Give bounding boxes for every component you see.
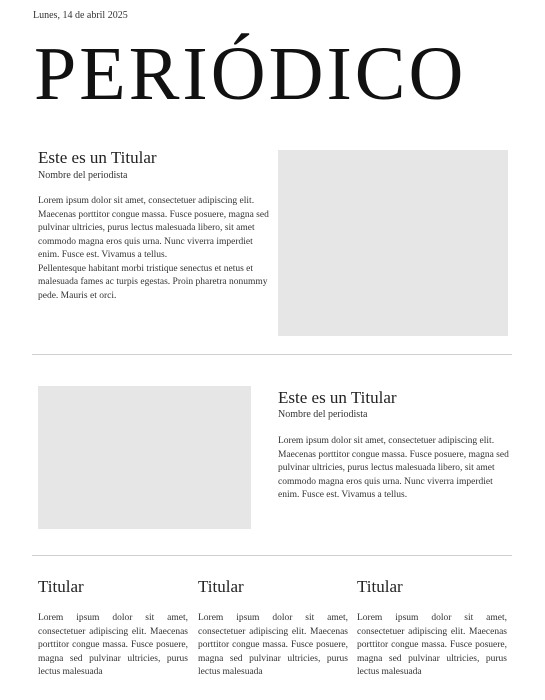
article-2-body: [278, 435, 510, 503]
section-divider-1: [32, 354, 512, 355]
article-2-byline: Nombre del periodista: [278, 409, 368, 420]
article-2-headline: Este es un Titular: [278, 388, 397, 407]
article-1-paragraph-2: Pellentesque habitant morbi tristique senectus et netus et malesuada fames ac turpis egestas. Proin pharetra nonummy pede. Mauris et orci.: [38, 263, 268, 301]
article-2-image-placeholder: [38, 386, 251, 529]
issue-date: Lunes, 14 de abril 2025: [33, 10, 128, 21]
masthead-title: PERIÓDICO: [34, 32, 467, 116]
article-1-image-placeholder: [278, 150, 508, 336]
column-2-title: Titular: [198, 577, 244, 596]
article-1-headline: Este es un Titular: [38, 148, 157, 167]
article-1-paragraph-1: Lorem ipsum dolor sit amet, consectetuer adipiscing elit. Maecenas porttitor congue massa. Fusce posuere, magna sed pulvinar ultricies, purus lectus malesuada libero, sit amet commodo magna eros quis urna. Nunc viverra imperdiet enim. Fusce est. Vivamus a tellus.: [38, 196, 269, 260]
article-2-paragraph-1: Lorem ipsum dolor sit amet, consectetuer adipiscing elit. Maecenas porttitor congue massa. Fusce posuere, magna sed pulvinar ultricies, purus lectus malesuada libero, sit amet commodo magna eros quis urna. Nunc viverra imperdiet enim. Fusce est. Vivamus a tellus.: [278, 436, 509, 500]
column-1-text: Lorem ipsum dolor sit amet, consectetuer adipiscing elit. Maecenas porttitor congue massa. Fusce posuere, magna sed pulvinar ultricies, purus lectus malesuada: [38, 613, 188, 677]
article-1-body: [38, 195, 270, 303]
section-divider-2: [32, 555, 512, 556]
column-1-title: Titular: [38, 577, 84, 596]
column-3-title: Titular: [357, 577, 403, 596]
column-2-text: Lorem ipsum dolor sit amet, consectetuer adipiscing elit. Maecenas porttitor congue massa. Fusce posuere, magna sed pulvinar ultricies, purus lectus malesuada: [198, 613, 348, 677]
column-3-text: Lorem ipsum dolor sit amet, consectetuer adipiscing elit. Maecenas porttitor congue massa. Fusce posuere, magna sed pulvinar ultricies, purus lectus malesuada: [357, 613, 507, 677]
article-1-byline: Nombre del periodista: [38, 170, 128, 181]
